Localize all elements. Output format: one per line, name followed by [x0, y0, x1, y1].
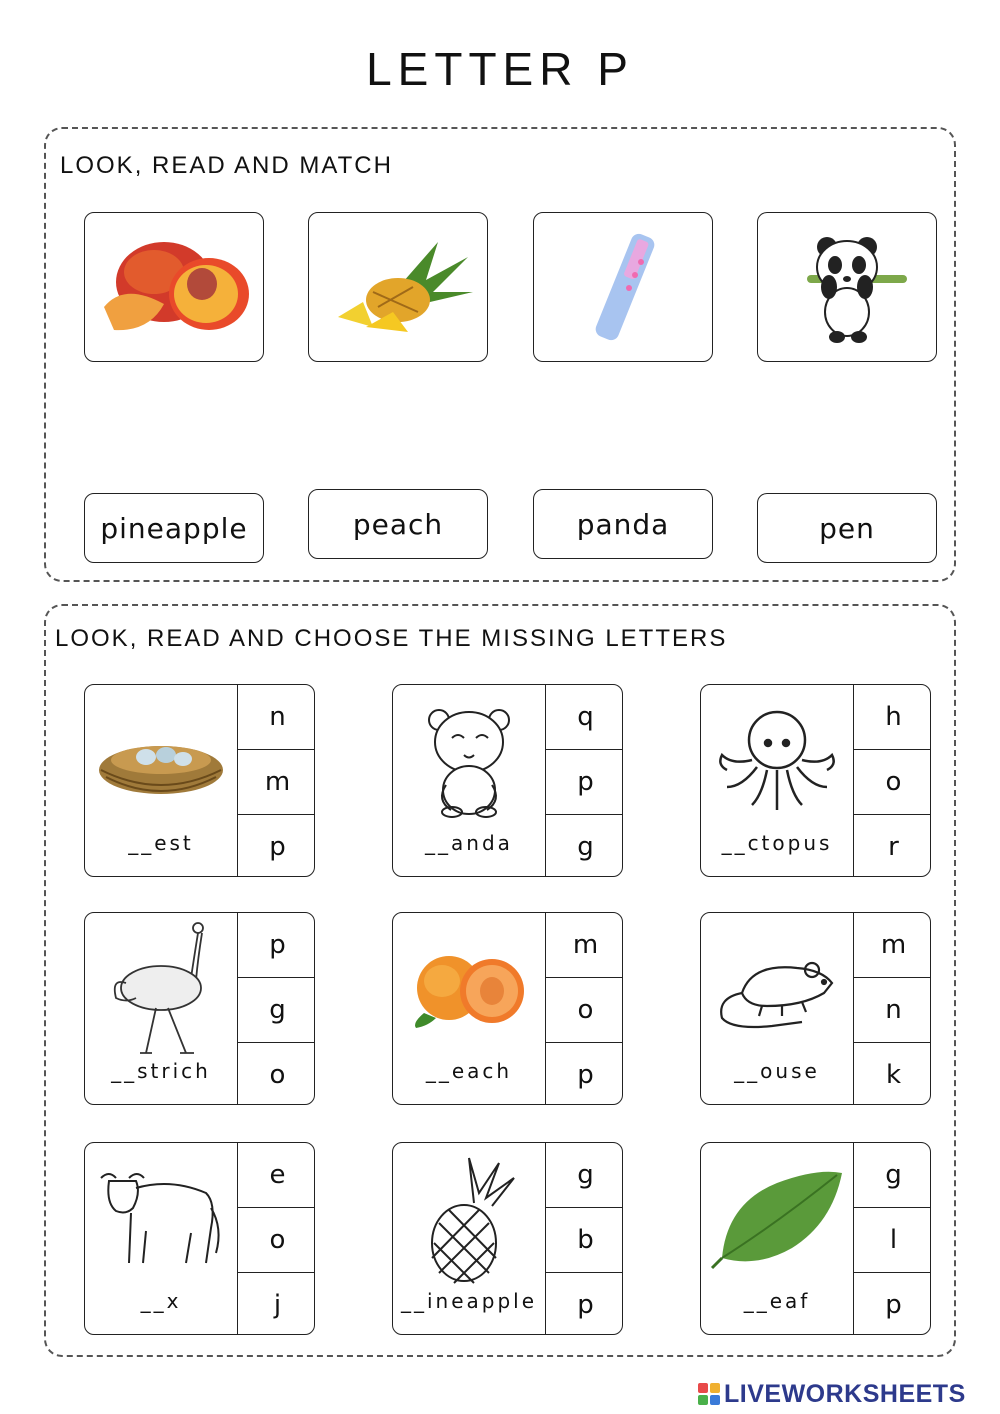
match-word-pen[interactable]: pen	[757, 493, 937, 563]
card-word: __anda	[425, 831, 513, 855]
card-ostrich	[84, 912, 315, 1105]
option-letter[interactable]: p	[546, 750, 623, 815]
card-word: __ineapple	[400, 1289, 538, 1313]
mouse-outline-icon	[712, 938, 842, 1038]
nest-icon	[91, 715, 231, 805]
option-letter[interactable]: g	[577, 832, 594, 862]
option-letter[interactable]: p	[238, 913, 315, 978]
card-peach	[392, 912, 623, 1105]
page-title: LETTER P	[366, 43, 634, 95]
pineapple-picture[interactable]	[308, 212, 488, 362]
option-letter[interactable]: m	[238, 750, 315, 815]
pineapple-outline-icon	[414, 1148, 524, 1288]
option-letter[interactable]: o	[269, 1060, 286, 1090]
option-letter[interactable]: p	[577, 1290, 594, 1320]
peach-icon	[94, 232, 254, 342]
logo-badge-icon	[698, 1383, 720, 1405]
option-letter[interactable]: p	[885, 1290, 902, 1320]
option-letter[interactable]: m	[854, 913, 931, 978]
liveworksheets-logo[interactable]	[698, 1380, 966, 1408]
card-nest	[84, 684, 315, 877]
option-letter[interactable]: g	[546, 1143, 623, 1208]
match-word-peach[interactable]: peach	[308, 489, 488, 559]
card-word: __strich	[111, 1059, 211, 1083]
option-letter[interactable]: p	[269, 832, 286, 862]
option-letter[interactable]: o	[854, 750, 931, 815]
option-letter[interactable]: l	[854, 1208, 931, 1273]
panda-outline-icon	[414, 700, 524, 820]
option-letter[interactable]: o	[238, 1208, 315, 1273]
peach-half-icon	[404, 943, 534, 1033]
card-octopus	[700, 684, 931, 877]
match-word-panda[interactable]: panda	[533, 489, 713, 559]
card-ox	[84, 1142, 315, 1335]
option-letter[interactable]: j	[273, 1290, 282, 1320]
option-letter[interactable]: k	[885, 1060, 902, 1090]
option-letter[interactable]: q	[546, 685, 623, 750]
card-word: __est	[128, 831, 194, 855]
card-word: __ctopus	[721, 831, 833, 855]
peach-picture[interactable]	[84, 212, 264, 362]
card-panda	[392, 684, 623, 877]
option-letter[interactable]: o	[546, 978, 623, 1043]
panda-icon	[767, 227, 927, 347]
card-word: __x	[140, 1289, 182, 1313]
option-letter[interactable]: h	[854, 685, 931, 750]
logo-text: LIVEWORKSHEETS	[724, 1379, 966, 1408]
card-word: __ouse	[734, 1059, 820, 1083]
panda-picture[interactable]	[757, 212, 937, 362]
option-letter[interactable]: e	[238, 1143, 315, 1208]
pen-icon	[543, 227, 703, 347]
pineapple-icon	[318, 232, 478, 342]
leaf-icon	[707, 1163, 847, 1273]
pen-picture[interactable]	[533, 212, 713, 362]
option-letter[interactable]: g	[238, 978, 315, 1043]
missing-letters-heading: LOOK, READ AND CHOOSE THE MISSING LETTERS	[55, 625, 728, 652]
option-letter[interactable]: p	[577, 1060, 594, 1090]
option-letter[interactable]: r	[888, 832, 899, 862]
card-pineapple	[392, 1142, 623, 1335]
option-letter[interactable]: m	[546, 913, 623, 978]
card-leaf	[700, 1142, 931, 1335]
option-letter[interactable]: n	[854, 978, 931, 1043]
match-section-heading: LOOK, READ AND MATCH	[60, 152, 393, 179]
card-word: __each	[425, 1059, 513, 1083]
card-mouse	[700, 912, 931, 1105]
card-word: __eaf	[743, 1289, 811, 1313]
match-word-pineapple[interactable]: pineapple	[84, 493, 264, 563]
ostrich-outline-icon	[106, 918, 216, 1058]
option-letter[interactable]: g	[854, 1143, 931, 1208]
option-letter[interactable]: n	[238, 685, 315, 750]
option-letter[interactable]: b	[546, 1208, 623, 1273]
octopus-outline-icon	[712, 705, 842, 815]
ox-outline-icon	[91, 1163, 231, 1273]
